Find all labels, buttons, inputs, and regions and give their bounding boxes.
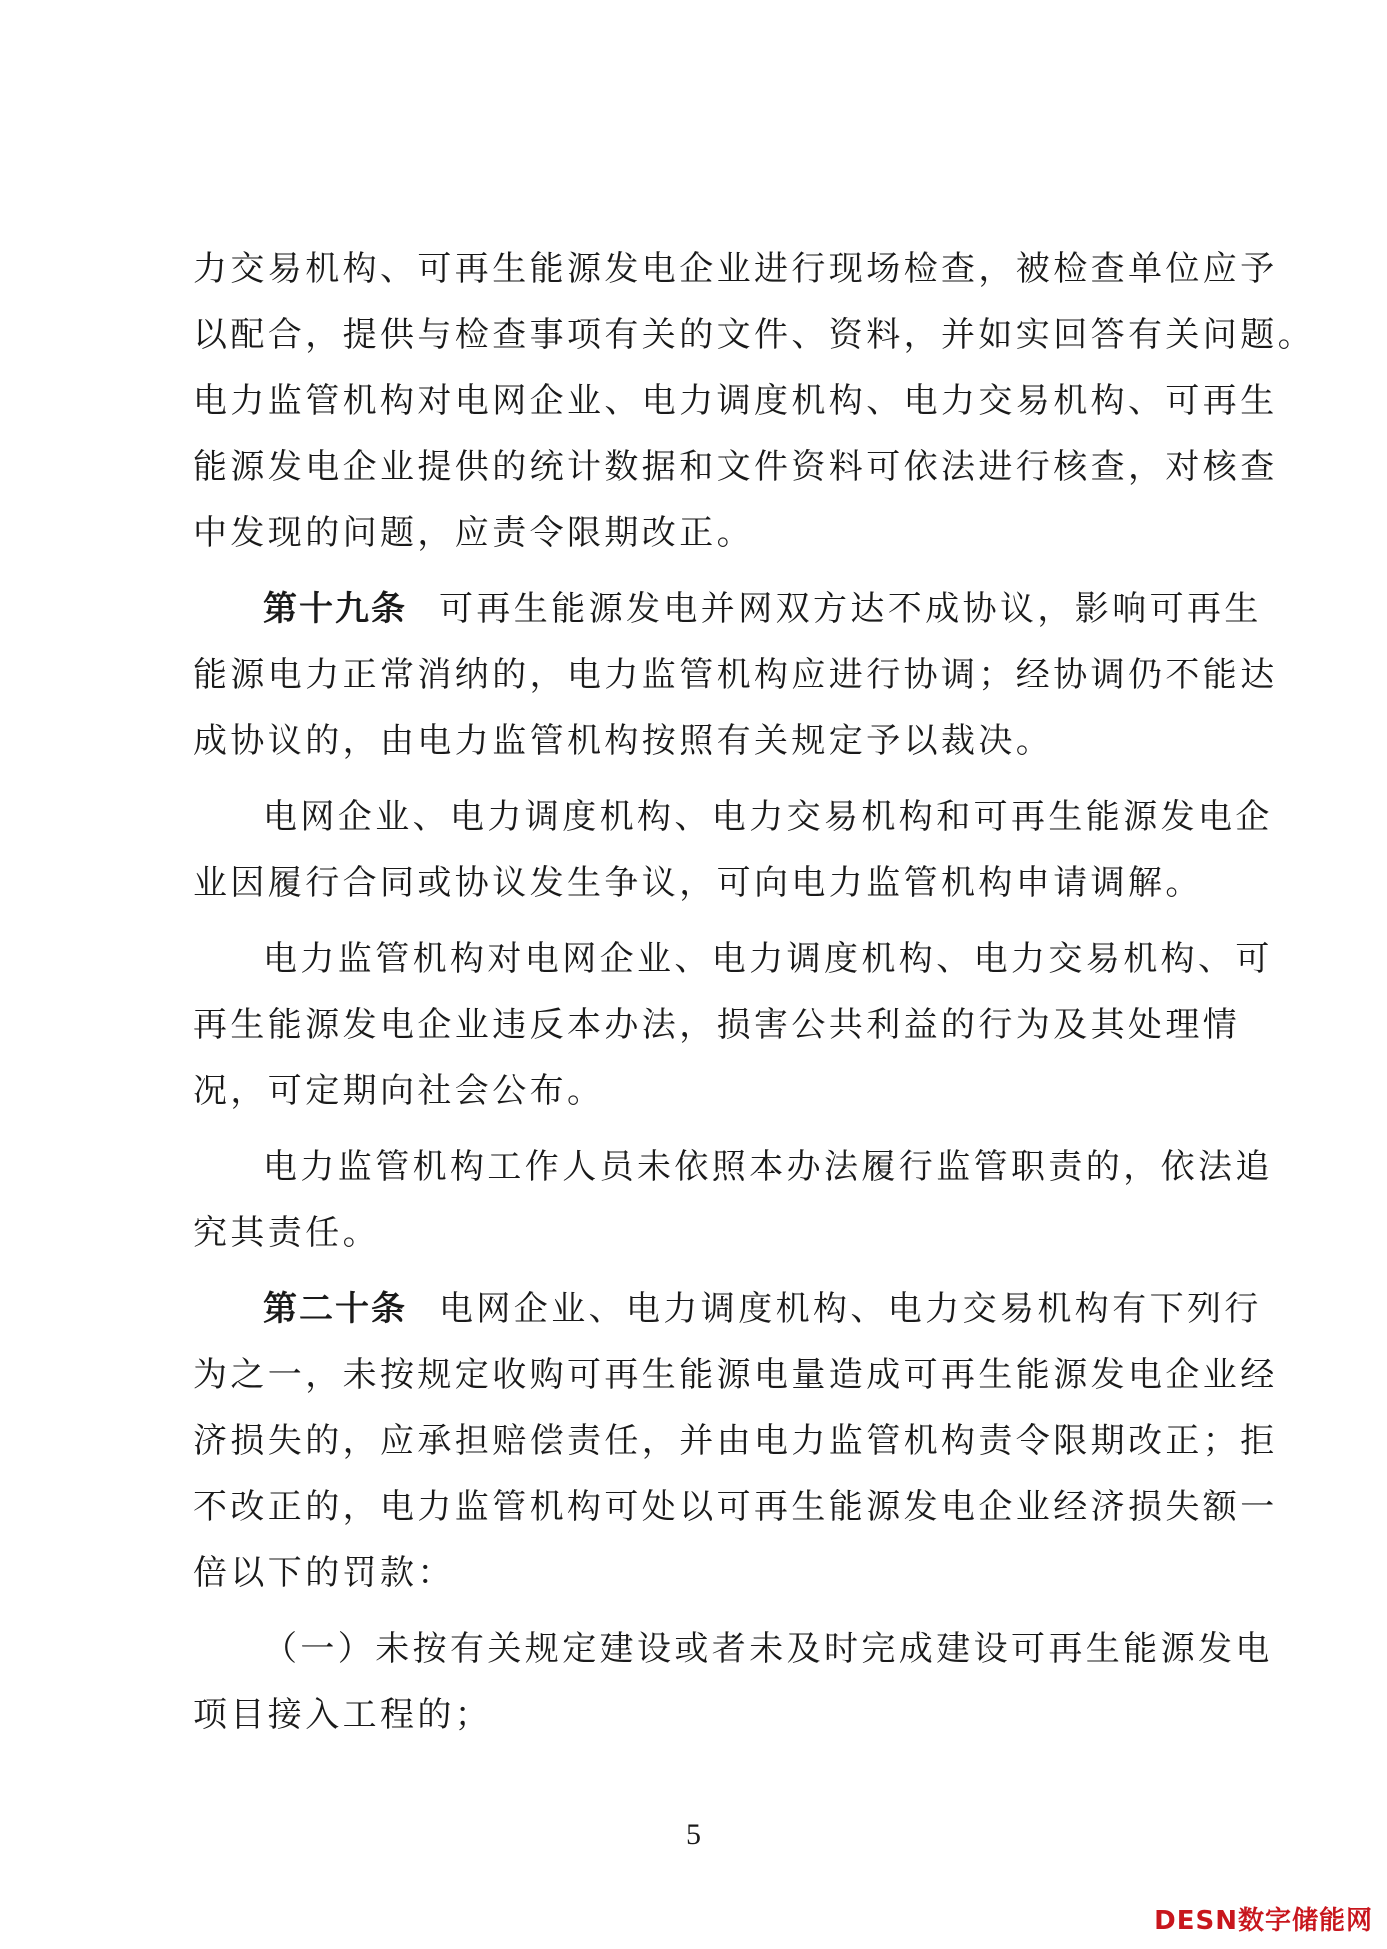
text-line — [193, 850, 1203, 916]
text-line — [193, 1342, 1278, 1408]
line-text: 项目接入工程的； — [193, 1695, 493, 1735]
text-line — [193, 1682, 1203, 1748]
line-text: 倍以下的罚款： — [193, 1553, 455, 1593]
paragraph — [193, 1276, 1278, 1606]
paragraph — [193, 784, 1273, 916]
line-text: 电网企业、电力调度机构、电力交易机构有下列行 — [439, 1289, 1262, 1329]
line-text: 力交易机构、可再生能源发电企业进行现场检查，被检查单位应予 — [193, 249, 1278, 289]
text-line — [193, 992, 1241, 1058]
line-text: 能源电力正常消纳的，电力监管机构应进行协调；经协调仍不能达 — [193, 655, 1278, 695]
line-text: 况，可定期向社会公布。 — [193, 1071, 605, 1111]
line-text: 电力监管机构对电网企业、电力调度机构、电力交易机构、可再生 — [193, 381, 1278, 421]
line-text: 不改正的，电力监管机构可处以可再生能源发电企业经济损失额一 — [193, 1487, 1278, 1527]
text-line — [193, 784, 1273, 850]
paragraph — [193, 236, 1315, 566]
text-line — [193, 1474, 1278, 1540]
text-line — [193, 1540, 1203, 1606]
line-text: 业因履行合同或协议发生争议，可向电力监管机构申请调解。 — [193, 863, 1203, 903]
text-line — [193, 368, 1278, 434]
text-line — [193, 708, 1203, 774]
line-text: 以配合，提供与检查事项有关的文件、资料，并如实回答有关问题。 — [193, 315, 1315, 355]
line-text: （一）未按有关规定建设或者未及时完成建设可再生能源发电 — [263, 1629, 1273, 1669]
line-text: 究其责任。 — [193, 1213, 380, 1253]
paragraph — [193, 926, 1273, 1124]
page-number: 5 — [686, 1818, 701, 1851]
text-line — [193, 500, 1203, 566]
line-text: 济损失的，应承担赔偿责任，并由电力监管机构责令限期改正；拒 — [193, 1421, 1278, 1461]
text-line — [193, 1276, 1262, 1342]
paragraph — [193, 1134, 1273, 1266]
line-text: 电力监管机构工作人员未依照本办法履行监管职责的，依法追 — [263, 1147, 1273, 1187]
paragraph — [193, 1616, 1273, 1748]
watermark-logo: DESN数字储能网 — [1154, 1906, 1373, 1936]
line-text: 电力监管机构对电网企业、电力调度机构、电力交易机构、可 — [263, 939, 1273, 979]
text-line — [193, 1616, 1273, 1682]
text-line — [193, 1200, 1203, 1266]
article-heading: 第十九条 — [263, 589, 407, 629]
paragraph — [193, 576, 1278, 774]
line-text: 成协议的，由电力监管机构按照有关规定予以裁决。 — [193, 721, 1054, 761]
document-body — [193, 236, 1315, 1748]
text-line — [193, 642, 1278, 708]
line-text: 可再生能源发电并网双方达不成协议，影响可再生 — [439, 589, 1262, 629]
line-text: 中发现的问题，应责令限期改正。 — [193, 513, 754, 553]
text-line — [193, 1408, 1278, 1474]
text-line — [193, 1058, 1203, 1124]
text-line — [193, 1134, 1273, 1200]
line-text: 能源发电企业提供的统计数据和文件资料可依法进行核查，对核查 — [193, 447, 1278, 487]
line-text: 再生能源发电企业违反本办法，损害公共利益的行为及其处理情 — [193, 1005, 1241, 1045]
text-line — [193, 236, 1278, 302]
article-heading: 第二十条 — [263, 1289, 407, 1329]
line-text: 电网企业、电力调度机构、电力交易机构和可再生能源发电企 — [263, 797, 1273, 837]
text-line — [193, 926, 1273, 992]
line-text: 为之一，未按规定收购可再生能源电量造成可再生能源发电企业经 — [193, 1355, 1278, 1395]
text-line — [193, 576, 1262, 642]
text-line — [193, 434, 1278, 500]
text-line — [193, 302, 1315, 368]
